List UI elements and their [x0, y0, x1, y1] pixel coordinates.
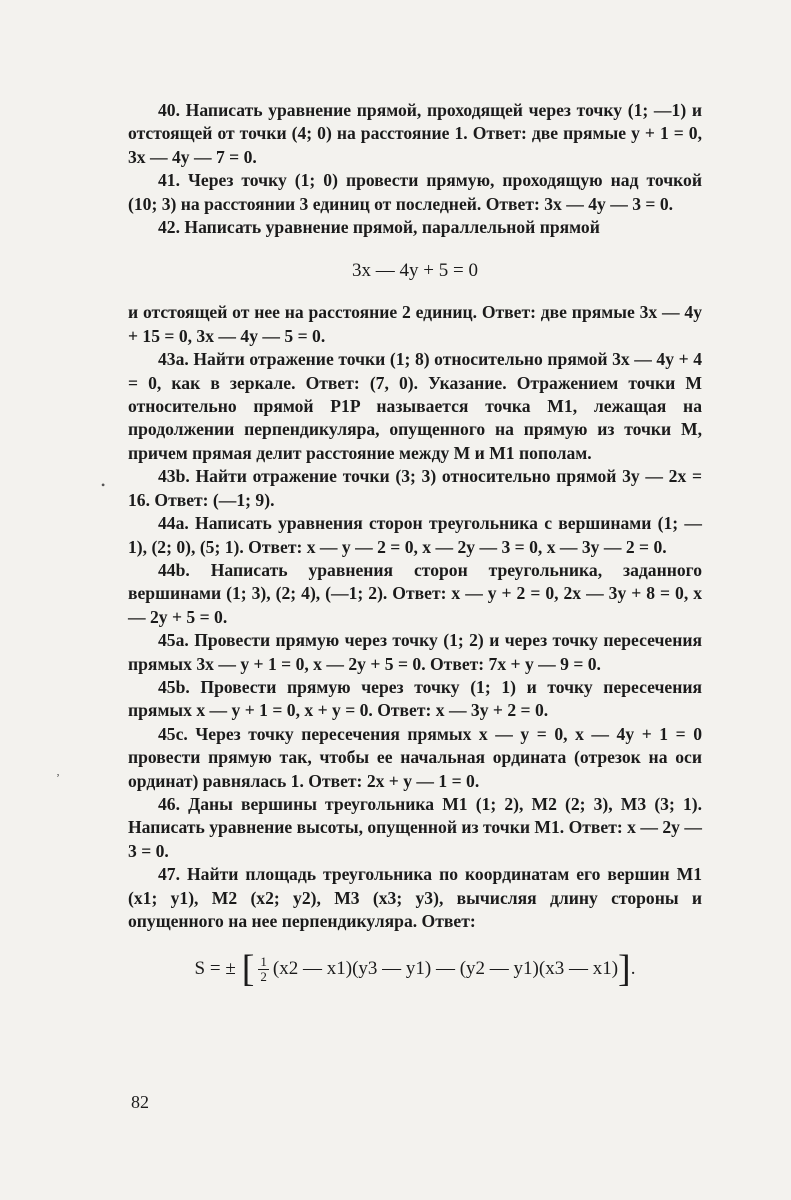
problem-45a: 45a. Провести прямую через точку (1; 2) и через точку пересечения прямых 3x — y + 1 = 0, x — 2y + 5 = 0. Ответ: 7x + y — 9 = 0. [128, 630, 702, 674]
page-number: 82 [131, 1092, 149, 1112]
problem-44a: 44a. Написать уравнения сторон треугольника с вершинами (1; —1), (2; 0), (5; 1). Ответ: x — y — 2 = 0, x — 2y — 3 = 0, x — 3y — 2 = 0. [128, 513, 702, 557]
left-bracket: [ [241, 948, 255, 991]
problem-43b: 43b. Найти отражение точки (3; 3) относительно прямой 3y — 2x = 16. Ответ: (—1; 9). [128, 466, 702, 510]
problem-47: 47. Найти площадь треугольника по координатам его вершин M1 (x1; y1), M2 (x2; y2), M3 (x3; y3), вычисляя длину стороны и опущенного на нее перпендикуляра. Ответ: [128, 864, 702, 931]
fraction-one-half [258, 955, 269, 984]
problem-43a: 43a. Найти отражение точки (1; 8) относительно прямой 3x — 4y + 4 = 0, как в зеркале. Ответ: (7, 0). Указание. Отражением точки M относительно прямой P1P называется точка M1, лежащая на продолжении перпендикуляра, опущенного на прямую из точки M, причем прямая делит расстояние между M и M1 пополам. [128, 349, 702, 463]
text-column [128, 99, 702, 991]
problem-44b: 44b. Написать уравнения сторон треугольника, заданного вершинами (1; 3), (2; 4), (—1; 2). Ответ: x — y + 2 = 0, 2x — 3y + 8 = 0, x — 2y + 5 = 0. [128, 559, 702, 627]
speck: • [101, 478, 106, 492]
speck: ʼ [56, 771, 60, 785]
problem-45c: 45c. Через точку пересечения прямых x — y = 0, x — 4y + 1 = 0 провести прямую так, чтобы ее начальная ордината (отрезок на оси ординат) равнялась 1. Ответ: 2x + y — 1 = 0. [128, 723, 702, 791]
formula-42: 3x — 4y + 5 = 0 [352, 260, 478, 282]
formula-47-tail: . [630, 958, 636, 980]
formula-47-lhs: S = ± [194, 958, 236, 980]
problem-45b: 45b. Провести прямую через точку (1; 1) и точку пересечения прямых x — y + 1 = 0, x + y = 0. Ответ: x — 3y + 2 = 0. [128, 676, 702, 721]
problem-42-intro: 42. Написать уравнение прямой, параллельной прямой [158, 217, 600, 238]
fraction-numerator: 1 [260, 954, 267, 970]
problem-46: 46. Даны вершины треугольника M1 (1; 2), M2 (2; 3), M3 (3; 1). Написать уравнение высоты, опущенной из точки M1. Ответ: x — 2y — 3 = 0. [128, 793, 702, 861]
formula-47 [128, 948, 702, 991]
problem-40: 40. Написать уравнение прямой, проходящей через точку (1; —1) и отстоящей от точки (4; 0) на расстояние 1. Ответ: две прямые y + 1 = 0, 3x — 4y — 7 = 0. [128, 100, 702, 167]
formula-47-body: (x2 — x1)(y3 — y1) — (y2 — y1)(x3 — x1) [272, 958, 619, 980]
right-bracket: ] [618, 948, 631, 991]
problem-41: 41. Через точку (1; 0) провести прямую, проходящую над точкой (10; 3) на расстоянии 3 единиц от последней. Ответ: 3x — 4y — 3 = 0. [128, 170, 702, 214]
fraction-denominator: 2 [260, 969, 267, 985]
problem-42-continued: и отстоящей от нее на расстояние 2 единиц. Ответ: две прямые 3x — 4y + 15 = 0, 3x — 4y — 5 = 0. [128, 302, 702, 346]
